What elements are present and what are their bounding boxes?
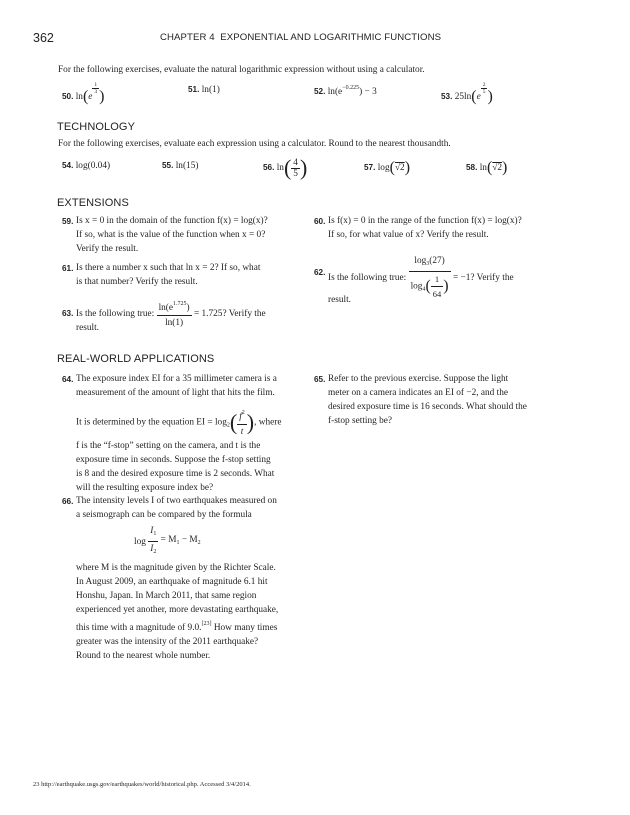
exercise-54: 54. log(0.04) xyxy=(62,161,111,171)
exercise-53: 53. 25ln(e $\frac{2}{5}$ ) xyxy=(441,82,493,105)
footnote-ref[interactable]: [23] xyxy=(201,621,212,627)
exercise-51: 51. ln(1) xyxy=(188,85,220,95)
exercise-52: 52. $\ln(e^{-0.225}) - 3$ xyxy=(314,85,377,97)
technology-heading: TECHNOLOGY xyxy=(57,121,136,133)
exercise-50: 50. ln(e $\frac{1}{3}$ ) xyxy=(62,82,105,105)
exercise-59: 59. Is x = 0 in the domain of the function f(x) = log(x)? If so, what is the value of the function when x = 0? Verify the result. xyxy=(62,216,268,254)
exercise-61: 61. Is there a number x such that ln x = 2? If so, what is that number? Verify the result. xyxy=(62,263,261,287)
natural-log-instructions: For the following exercises, evaluate the natural logarithmic expression without using a calculator. xyxy=(58,65,425,75)
exercise-57: 57. log(√2) xyxy=(364,159,411,176)
exercise-number: 50. xyxy=(62,92,74,101)
chapter-header xyxy=(160,32,441,43)
footnote: 23 http://earthquake.usgs.gov/earthquakes/world/historical.php. Accessed 3/4/2014. xyxy=(33,781,251,788)
exercise-66: 66. The intensity levels I of two earthquakes measured on a seismograph can be compared by the formula log $\frac{I_1}{I_2}$ = $M_1 - M_2$ where M is the magnitude given by the Richter Scale. In August 2009, an earthquake of magnitude 6.1 hit Honshu, Japan. In March 2011, that same region experienced yet another, more devastating earthquake, this time with a magnitude of 9.0.[23] How many times greater was the intensity of the 2011 earthquake? Round to the nearest whole number. xyxy=(62,496,279,661)
ln-ratio-fraction: $\frac{\ln(e^{1.725})}{\ln(1)}$ xyxy=(158,301,190,328)
real-world-heading: REAL-WORLD APPLICATIONS xyxy=(57,353,215,365)
page-number: 362 xyxy=(33,31,54,45)
log-ratio-fraction: $\log_3(27)$ $\log_4$( $\frac{1}{64}$ ) xyxy=(410,256,449,299)
exercise-63: 63. Is the following true: $\frac{\ln(e^{1.725})}{\ln(1)}$ = 1.725? Verify the result. xyxy=(62,297,312,337)
exercise-55: 55. ln(15) xyxy=(162,161,199,171)
extensions-heading: EXTENSIONS xyxy=(57,197,129,209)
exercise-60: 60. Is f(x) = 0 in the range of the function f(x) = log(x)? If so, for what value of x? Verify the result. xyxy=(314,216,522,240)
technology-instructions: For the following exercises, evaluate each expression using a calculator. Round to the nearest thousandth. xyxy=(58,139,451,149)
exercise-62: 62. Is the following true: $\log_3(27)$ $\log_4$( $\frac{1}{64}$ ) = −1? Verify the result. xyxy=(314,256,514,305)
exercise-58: 58. ln(√2) xyxy=(466,159,508,176)
richter-formula: log $\frac{I_1}{I_2}$ = $M_1 - M_2$ xyxy=(134,524,278,559)
exercise-56: 56. ln( $\frac{4}{5}$ ) xyxy=(263,155,308,180)
exercise-64: 64. The exposure index EI for a 35 millimeter camera is a measurement of the amount of light that hits the film. It is determined by the equation EI = $\log_2$( $\frac{f^2}{t}$ ), where f is the “f-stop” setting on the camera, and t is the exposure time in seconds. Suppose the f-stop setting is 8 and the desired exposure time is 2 seconds. What will the resulting exposure index be? xyxy=(62,374,282,493)
chapter-title: EXPONENTIAL AND LOGARITHMIC FUNCTIONS xyxy=(220,32,442,43)
exercise-65: 65. Refer to the previous exercise. Suppose the light meter on a camera indicates an EI of −2, and the desired exposure time is 16 seconds. What should the f-stop setting be? xyxy=(314,374,527,426)
chapter-label: CHAPTER 4 xyxy=(160,32,215,43)
